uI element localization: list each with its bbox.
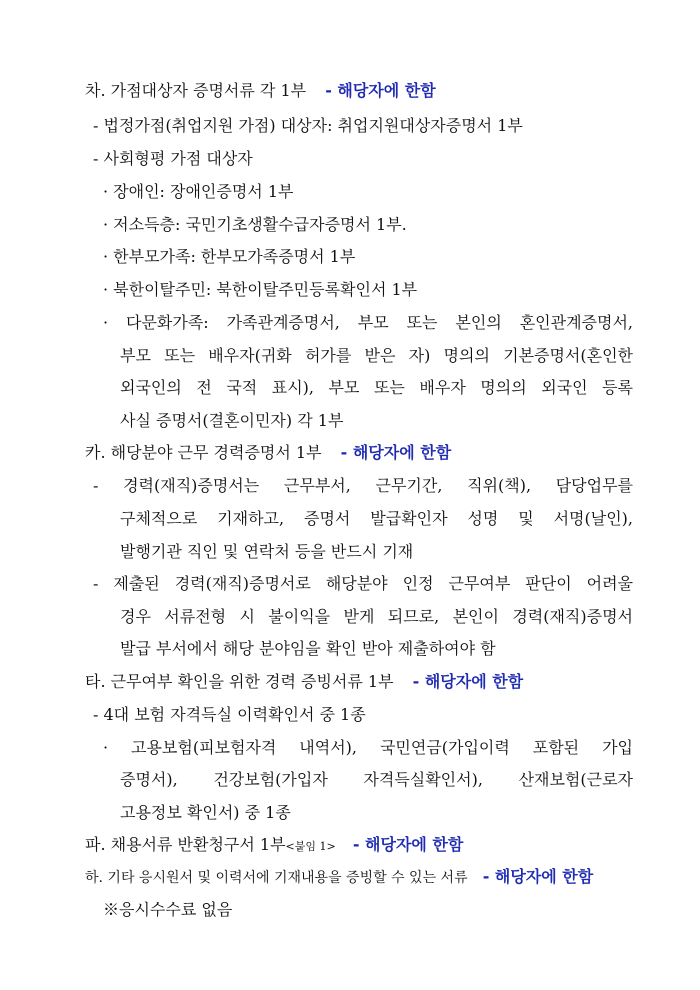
cha-multicultural-line-1: · 다문화가족: 가족관계증명서, 부모 또는 본인의 혼인관계증명서, (103, 313, 633, 332)
cha-bullet-northkorean: · 북한이탈주민: 북한이탈주민등록확인서 1부 (103, 280, 418, 299)
section-pa-title: 파. 채용서류 반환청구서 1부 (85, 835, 286, 854)
section-ha-title: 하. 기타 응시원서 및 이력서에 기재내용을 증빙할 수 있는 서류 (85, 870, 468, 886)
fee-notice: ※응시수수료 없음 (103, 900, 233, 919)
section-pa-note: - 해당자에 한함 (352, 835, 464, 854)
cha-bullet-disabled: · 장애인: 장애인증명서 1부 (103, 182, 294, 201)
cha-multicultural-line-3: 외국인의 전 국적 표시), 부모 또는 배우자 명의의 외국인 등록 (120, 378, 633, 397)
ka-p1-line-1: - 경력(재직)증명서는 근무부서, 근무기간, 직위(책), 담당업무를 (93, 476, 633, 495)
ta-bullet-line-1: · 고용보험(피보험자격 내역서), 국민연금(가입이력 포함된 가입 (103, 738, 633, 757)
ka-p2-line-2: 경우 서류전형 시 불이익을 받게 되므로, 본인이 경력(재직)증명서 (120, 607, 633, 626)
section-ha-heading (85, 866, 593, 889)
cha-bullet-singleparent: · 한부모가족: 한부모가족증명서 1부 (103, 247, 356, 266)
ka-p1-line-3: 발행기관 직인 및 연락처 등을 반드시 기재 (120, 542, 414, 561)
ka-p1-line-2: 구체적으로 기재하고, 증명서 발급확인자 성명 및 서명(날인), (120, 509, 633, 528)
ka-p2-line-1: - 제출된 경력(재직)증명서로 해당분야 인정 근무여부 판단이 어려울 (93, 574, 633, 593)
ta-bullet-line-3: 고용정보 확인서) 중 1종 (120, 803, 291, 822)
ka-p2-line-3: 발급 부서에서 해당 분야임을 확인 받아 제출하여야 함 (120, 639, 496, 658)
ta-bullet-line-2: 증명서), 건강보험(가입자 자격득실확인서), 산재보험(근로자 (120, 770, 633, 789)
section-ta-note: - 해당자에 한함 (412, 672, 524, 691)
cha-multicultural-line-2: 부모 또는 배우자(귀화 허가를 받은 자) 명의의 기본증명서(혼인한 (120, 346, 633, 365)
section-ha-note: - 해당자에 한함 (482, 867, 594, 886)
section-ka-title: 카. 해당분야 근무 경력증명서 1부 (85, 443, 322, 462)
cha-item-legal: - 법정가점(취업지원 가점) 대상자: 취업지원대상자증명서 1부 (93, 116, 523, 135)
section-pa-attachment: <붙임 1> (285, 840, 336, 853)
section-pa-heading (85, 834, 463, 858)
section-cha-title: 차. 가점대상자 증명서류 각 1부 (85, 81, 307, 100)
section-ka-note: - 해당자에 한함 (340, 443, 452, 462)
section-cha-note: - 해당자에 한함 (325, 81, 436, 100)
cha-item-social: - 사회형평 가점 대상자 (93, 149, 253, 168)
section-ta-title: 타. 근무여부 확인을 위한 경력 증빙서류 1부 (85, 672, 394, 691)
section-ta-heading (85, 671, 523, 693)
ta-item-insurance: - 4대 보험 자격득실 이력확인서 중 1종 (93, 705, 366, 724)
cha-bullet-lowincome: · 저소득층: 국민기초생활수급자증명서 1부. (103, 215, 407, 234)
section-cha-heading (85, 80, 436, 102)
section-ka-heading (85, 442, 451, 464)
cha-multicultural-line-4: 사실 증명서(결혼이민자) 각 1부 (120, 411, 344, 430)
